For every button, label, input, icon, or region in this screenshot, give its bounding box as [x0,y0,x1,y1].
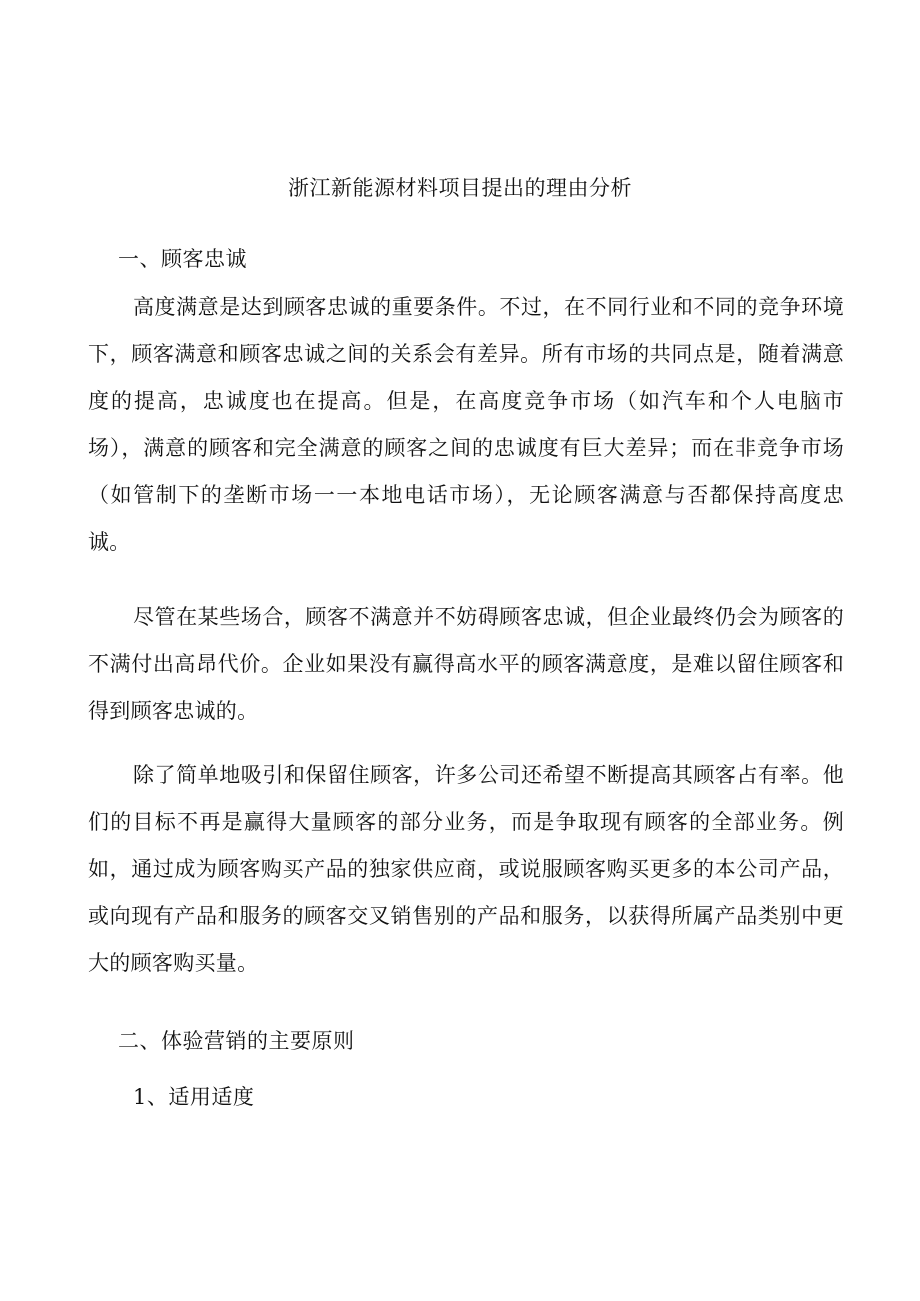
document-title: 浙江新能源材料项目提出的理由分析 [288,176,632,200]
paragraph: 高度满意是达到顾客忠诚的重要条件。不过，在不同行业和不同的竞争环境下，顾客满意和顾客忠诚之间的关系会有差异。所有市场的共同点是，随着满意度的提高，忠诚度也在提高。但是，在高度竞争市场（如汽车和个人电脑市场），满意的顾客和完全满意的顾客之间的忠诚度有巨大差异；而在非竞争市场（如管制下的垄断市场一一本地电话市场），无论顾客满意与否都保持高度忠诚。 [88,295,844,554]
section-heading-experience-marketing: 二、体验营销的主要原则 [118,1029,355,1053]
paragraph: 除了简单地吸引和保留住顾客，许多公司还希望不断提高其顾客占有率。他们的目标不再是赢得大量顾客的部分业务，而是争取现有顾客的全部业务。例如，通过成为顾客购买产品的独家供应商，或说服顾客购买更多的本公司产品，或向现有产品和服务的顾客交叉销售别的产品和服务，以获得所属产品类别中更大的顾客购买量。 [88,763,844,975]
subsection-heading: 1、适用适度 [133,1085,255,1109]
section-heading-customer-loyalty: 一、顾客忠诚 [118,247,247,271]
paragraph: 尽管在某些场合，顾客不满意并不妨碍顾客忠诚，但企业最终仍会为顾客的不满付出高昂代价。企业如果没有赢得高水平的顾客满意度，是难以留住顾客和得到顾客忠诚的。 [88,605,844,723]
